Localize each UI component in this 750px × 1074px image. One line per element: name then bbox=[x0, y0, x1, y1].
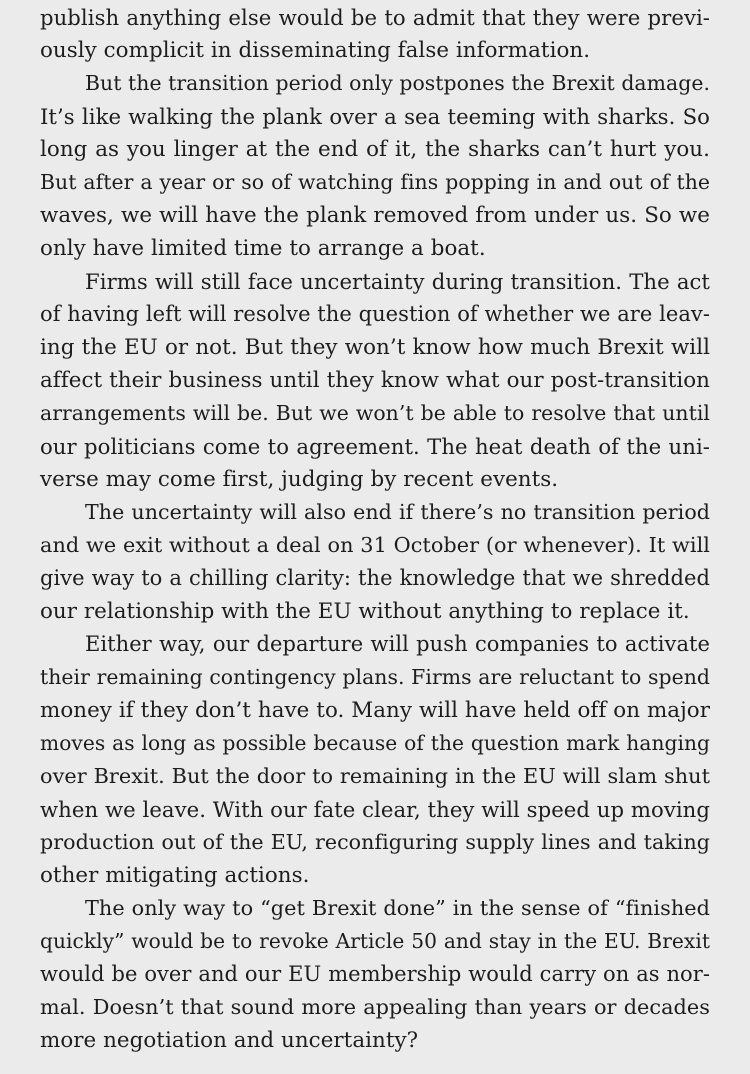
text-line: quickly” would be to revoke Article 50 and stay in the EU. Brexit bbox=[40, 929, 710, 953]
text-line: other mitigating actions. bbox=[40, 863, 310, 888]
text-line: But after a year or so of watching fins popping in and out of the bbox=[40, 170, 710, 194]
text-line: Either way, our departure will push companies to activate bbox=[85, 632, 710, 656]
text-line: The uncertainty will also end if there’s no transition period bbox=[85, 500, 710, 524]
text-line: and we exit without a deal on 31 October (or whenever). It will bbox=[40, 533, 710, 557]
text-line: The only way to “get Brexit done” in the sense of “finished bbox=[85, 896, 710, 920]
text-line: ing the EU or not. But they won’t know how much Brexit will bbox=[40, 335, 710, 360]
text-line: waves, we will have the plank removed from under us. So we bbox=[40, 203, 710, 228]
text-line: their remaining contingency plans. Firms are reluctant to spend bbox=[40, 665, 710, 689]
text-line: mal. Doesn’t that sound more appealing than years or decades bbox=[40, 995, 710, 1019]
text-line: verse may come first, judging by recent events. bbox=[40, 467, 559, 492]
text-line: production out of the EU, reconfiguring supply lines and taking bbox=[40, 830, 710, 854]
text-line: money if they don’t have to. Many will have held off on major bbox=[40, 698, 710, 723]
text-line: our politicians come to agreement. The heat death of the uni- bbox=[40, 434, 710, 459]
text-line: It’s like walking the plank over a sea teeming with sharks. So bbox=[40, 104, 710, 129]
text-line: over Brexit. But the door to remaining in the EU will slam shut bbox=[40, 764, 710, 788]
text-line: when we leave. With our fate clear, they will speed up moving bbox=[40, 797, 710, 822]
text-line: of having left will resolve the question of whether we are leav- bbox=[40, 302, 710, 326]
text-line: Firms will still face uncertainty during transition. The act bbox=[85, 269, 710, 294]
text-line: ously complicit in disseminating false information. bbox=[40, 38, 591, 63]
text-line: would be over and our EU membership would carry on as nor- bbox=[40, 962, 710, 986]
text-line: long as you linger at the end of it, the sharks can’t hurt you. bbox=[40, 137, 710, 162]
text-line: arrangements will be. But we won’t be able to resolve that until bbox=[40, 401, 710, 425]
text-line: our relationship with the EU without anything to replace it. bbox=[40, 599, 690, 624]
text-line: But the transition period only postpones the Brexit damage. bbox=[85, 71, 710, 95]
text-line: affect their business until they know what our post-transition bbox=[40, 368, 710, 393]
text-line: only have limited time to arrange a boat. bbox=[40, 236, 486, 261]
text-line: give way to a chilling clarity: the knowledge that we shredded bbox=[40, 566, 710, 590]
text-line: publish anything else would be to admit that they were previ- bbox=[40, 5, 710, 30]
text-line: more negotiation and uncertainty? bbox=[40, 1028, 419, 1053]
text-line: moves as long as possible because of the question mark hanging bbox=[40, 731, 710, 755]
